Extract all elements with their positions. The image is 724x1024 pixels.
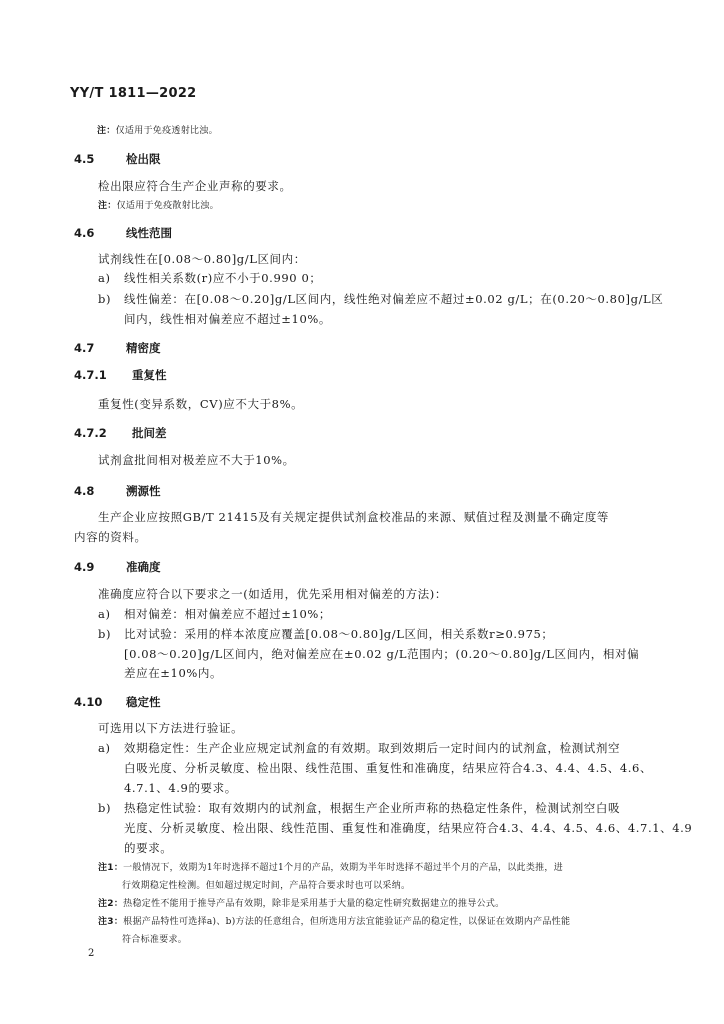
section-4-9-heading [74, 559, 161, 575]
list-item-a-continued-1: 白吸光度、分析灵敏度、检出限、线性范围、重复性和准确度，结果应符合4.3、4.4、4.5、4.6、 [124, 761, 653, 775]
note-text: 热稳定性不能用于推导产品有效期，除非是采用基于大量的稳定性研究数据建立的推导公式。 [123, 899, 505, 909]
list-item-a [98, 270, 321, 286]
list-item-b [98, 800, 620, 816]
list-marker: a) [98, 741, 111, 755]
list-item-b-continued: 间内，线性相对偏差应不超过±10%。 [124, 312, 331, 326]
note-label: 注1： [98, 863, 124, 873]
section-4-10-heading [74, 694, 161, 710]
note-3 [98, 914, 570, 927]
section-title: 稳定性 [126, 695, 161, 709]
section-4-10-body: 可选用以下方法进行验证。 [98, 721, 244, 735]
section-4-9-body: 准确度应符合以下要求之一(如适用，优先采用相对偏差的方法)： [98, 587, 447, 601]
section-4-6-body: 试剂线性在[0.08～0.80]g/L区间内： [98, 252, 306, 266]
section-title: 精密度 [126, 341, 161, 355]
section-number: 4.7.2 [74, 426, 107, 440]
standard-code-header: YY/T 1811—2022 [70, 86, 197, 101]
list-item-b-continued-2: 的要求。 [124, 841, 173, 855]
section-4-8-body-line1: 生产企业应按照GB/T 21415及有关规定提供试剂盒校准品的来源、赋值过程及测量不确定度等 [98, 510, 610, 524]
note-text: 根据产品特性可选择a)、b)方法的任意组合，但所选用方法宜能验证产品的稳定性，以保证在效期内产品性能 [123, 917, 571, 927]
list-item-b-continued-2: 差应在±10%内。 [124, 666, 223, 680]
section-title: 检出限 [126, 152, 161, 166]
section-title: 溯源性 [126, 484, 161, 498]
note-top [97, 123, 218, 136]
list-marker: b) [98, 801, 112, 815]
section-4-8-body-line2: 内容的资料。 [74, 530, 147, 544]
section-4-7-1-body: 重复性(变异系数，CV)应不大于8%。 [98, 397, 304, 411]
section-4-7-2-body: 试剂盒批间相对极差应不大于10%。 [98, 453, 295, 467]
note-label: 注： [97, 126, 116, 136]
note-1-continued: 行效期稳定性检测。但如超过规定时间，产品符合要求时也可以采纳。 [122, 881, 411, 891]
section-4-7-heading [74, 340, 161, 356]
note-text: 仅适用于免疫透射比浊。 [115, 126, 218, 136]
list-marker: a) [98, 271, 111, 285]
list-item-a [98, 740, 620, 756]
list-marker: b) [98, 627, 112, 641]
section-number: 4.7 [74, 341, 95, 355]
list-marker: a) [98, 607, 111, 621]
section-number: 4.7.1 [74, 368, 107, 382]
section-4-8-heading [74, 483, 161, 499]
section-title: 准确度 [126, 560, 161, 574]
note-text: 仅适用于免疫散射比浊。 [116, 201, 219, 211]
list-item-b-continued-1: 光度、分析灵敏度、检出限、线性范围、重复性和准确度，结果应符合4.3、4.4、4.5、4.6、4.7.1、4.9 [124, 821, 693, 835]
section-number: 4.9 [74, 560, 95, 574]
list-text: 效期稳定性：生产企业应规定试剂盒的有效期。取到效期后一定时间内的试剂盒，检测试剂空 [124, 741, 621, 755]
list-text: 相对偏差：相对偏差应不超过±10%； [124, 607, 331, 621]
section-title: 线性范围 [126, 226, 172, 240]
note-1 [98, 860, 563, 873]
list-item-a [98, 606, 331, 622]
note-label: 注2： [98, 899, 124, 909]
list-text: 线性相关系数(r)应不小于0.990 0； [124, 271, 322, 285]
section-4-5-note [98, 198, 219, 211]
list-item-b-continued-1: [0.08～0.20]g/L区间内，绝对偏差应在±0.02 g/L范围内；(0.20～0.80]g/L区间内，相对偏 [124, 647, 640, 661]
note-3-continued: 符合标准要求。 [122, 935, 188, 945]
list-marker: b) [98, 292, 112, 306]
section-title: 批间差 [132, 426, 167, 440]
section-4-5-heading [74, 151, 161, 167]
page-number: 2 [88, 948, 95, 959]
section-4-6-heading [74, 225, 172, 241]
list-text: 线性偏差：在[0.08～0.20]g/L区间内，线性绝对偏差应不超过±0.02 g/L；在(0.20～0.80]g/L区 [124, 292, 664, 306]
section-title: 重复性 [132, 368, 167, 382]
list-text: 比对试验：采用的样本浓度应覆盖[0.08～0.80]g/L区间，相关系数r≥0.975； [124, 627, 554, 641]
list-item-b [98, 291, 663, 307]
section-number: 4.6 [74, 226, 95, 240]
list-item-a-continued-2: 4.7.1、4.9的要求。 [124, 781, 237, 795]
section-4-5-body: 检出限应符合生产企业声称的要求。 [98, 179, 292, 193]
list-text: 热稳定性试验：取有效期内的试剂盒，根据生产企业所声称的热稳定性条件，检测试剂空白吸 [124, 801, 621, 815]
note-label: 注3： [98, 917, 124, 927]
note-2 [98, 896, 504, 909]
note-text: 一般情况下，效期为1年时选择不超过1个月的产品，效期为半年时选择不超过半个月的产品，以此类推，进 [123, 863, 564, 873]
list-item-b [98, 626, 554, 642]
section-4-7-2-heading [74, 425, 167, 441]
section-number: 4.5 [74, 152, 95, 166]
section-number: 4.10 [74, 695, 103, 709]
section-4-7-1-heading [74, 367, 167, 383]
section-number: 4.8 [74, 484, 95, 498]
note-label: 注： [98, 201, 117, 211]
